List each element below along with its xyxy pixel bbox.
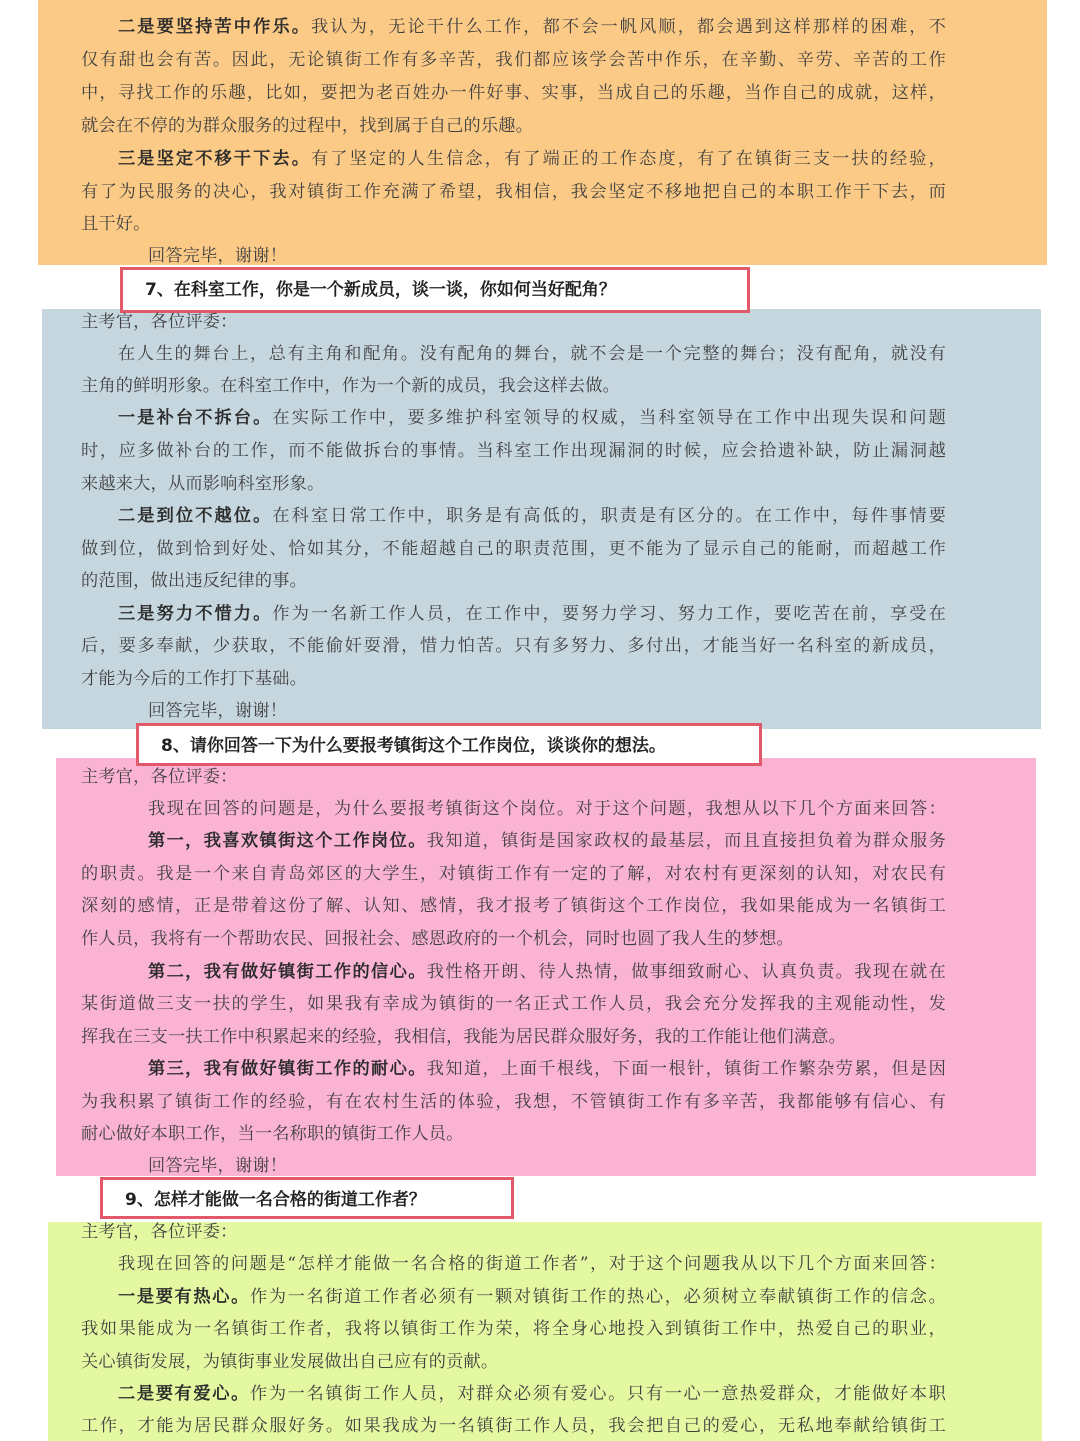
paragraph-line: 一是要有热心。作为一名街道工作者必须有一颗对镇街工作的热心，必须树立奉献镇街工作的信念。 — [118, 1287, 947, 1307]
paragraph-line: 做到位，做到恰到好处、恰如其分，不能超越自己的职责范围，更不能为了显示自己的能耐，而超越工作 — [81, 539, 946, 559]
salutation: 主考官，各位评委： — [81, 1222, 238, 1242]
paragraph-line: 某街道做三支一扶的学生，如果我有幸成为镇街的一名正式工作人员，我会充分发挥我的主观能动性，发 — [81, 994, 946, 1014]
paragraph-line: 中，寻找工作的乐趣，比如，要把为老百姓办一件好事、实事，当成自己的乐趣，当作自己的成就，这样， — [81, 83, 946, 103]
paragraph-line: 来越来大，从而影响科室形象。 — [81, 474, 325, 494]
paragraph-line: 耐心做好本职工作，当一名称职的镇街工作人员。 — [81, 1124, 464, 1144]
closing-line: 回答完毕，谢谢！ — [148, 246, 288, 266]
paragraph-line: 为我积累了镇街工作的经验，有在农村生活的体验，我想，不管镇街工作有多辛苦，我都能够有信心、有 — [81, 1092, 946, 1112]
question-8-heading: 8、请你回答一下为什么要报考镇街这个工作岗位，谈谈你的想法。 — [136, 723, 762, 766]
paragraph-line: 一是补台不拆台。在实际工作中，要多维护科室领导的权威，当科室领导在工作中出现失误和问题 — [118, 408, 946, 428]
question-9-heading: 9、怎样才能做一名合格的街道工作者？ — [100, 1177, 514, 1219]
paragraph-line: 三是努力不惜力。作为一名新工作人员，在工作中，要努力学习、努力工作，要吃苦在前，享受在 — [118, 604, 946, 624]
closing-line: 回答完毕，谢谢！ — [148, 701, 288, 721]
paragraph-line: 且干好。 — [81, 214, 151, 234]
paragraph-line: 二是到位不越位。在科室日常工作中，职务是有高低的，职责是有区分的。在工作中，每件事情要 — [118, 506, 946, 526]
paragraph-line: 主角的鲜明形象。在科室工作中，作为一个新的成员，我会这样去做。 — [81, 376, 621, 396]
paragraph-line: 三是坚定不移干下去。有了坚定的人生信念，有了端正的工作态度，有了在镇街三支一扶的经验， — [118, 149, 946, 169]
paragraph-line: 后，要多奉献，少获取，不能偷奸耍滑，惜力怕苦。只有多努力、多付出，才能当好一名科室的新成员， — [81, 636, 946, 656]
salutation: 主考官，各位评委： — [81, 767, 238, 787]
paragraph-line: 二是要坚持苦中作乐。我认为，无论干什么工作，都不会一帆风顺，都会遇到这样那样的困难，不 — [118, 17, 946, 37]
paragraph-line: 第三，我有做好镇街工作的耐心。我知道，上面千根线，下面一根针，镇街工作繁杂劳累，但是因 — [148, 1059, 946, 1079]
paragraph-line: 我现在回答的问题是“怎样才能做一名合格的街道工作者”，对于这个问题我从以下几个方面来回答： — [118, 1254, 946, 1274]
paragraph-line: 我如果能成为一名镇街工作者，我将以镇街工作为荣，将全身心地投入到镇街工作中，热爱自己的职业， — [81, 1319, 946, 1339]
paragraph-line: 挥我在三支一扶工作中积累起来的经验，我相信，我能为居民群众服好务，我的工作能让他们满意。 — [81, 1027, 847, 1047]
paragraph-line: 第二，我有做好镇街工作的信心。我性格开朗、待人热情，做事细致耐心、认真负责。我现在就在 — [148, 962, 946, 982]
paragraph-line: 有了为民服务的决心，我对镇街工作充满了希望，我相信，我会坚定不移地把自己的本职工作干下去，而 — [81, 182, 946, 202]
paragraph-line: 在人生的舞台上，总有主角和配角。没有配角的舞台，就不会是一个完整的舞台；没有配角，就没有 — [118, 344, 946, 364]
paragraph-line: 二是要有爱心。作为一名镇街工作人员，对群众必须有爱心。只有一心一意热爱群众，才能做好本职 — [118, 1384, 947, 1404]
paragraph-line: 深刻的感情，正是带着这份了解、认知、感情，我才报考了镇街这个工作岗位，我如果能成为一名镇街工 — [81, 896, 946, 916]
paragraph-line: 我现在回答的问题是，为什么要报考镇街这个岗位。对于这个问题，我想从以下几个方面来回答： — [148, 799, 946, 819]
paragraph-line: 的职责。我是一个来自青岛郊区的大学生，对镇街工作有一定的了解，对农村有更深刻的认知，对农民有 — [81, 864, 946, 884]
question-7-heading: 7、在科室工作，你是一个新成员，谈一谈，你如何当好配角？ — [120, 267, 750, 313]
paragraph-line: 时，应多做补台的工作，而不能做拆台的事情。当科室工作出现漏洞的时候，应会拾遗补缺，防止漏洞越 — [81, 441, 946, 461]
paragraph-line: 仅有甜也会有苦。因此，无论镇街工作有多辛苦，我们都应该学会苦中作乐，在辛勤、辛劳、辛苦的工作 — [81, 50, 946, 70]
closing-line: 回答完毕，谢谢！ — [148, 1156, 288, 1176]
paragraph-line: 的范围，做出违反纪律的事。 — [81, 571, 308, 591]
paragraph-line: 作人员，我将有一个帮助农民、回报社会、感恩政府的一个机会，同时也圆了我人生的梦想。 — [81, 929, 794, 949]
paragraph-line: 才能为今后的工作打下基础。 — [81, 669, 308, 689]
paragraph-line: 第一，我喜欢镇街这个工作岗位。我知道，镇街是国家政权的最基层，而且直接担负着为群众服务 — [148, 831, 946, 851]
paragraph-line: 就会在不停的为群众服务的过程中，找到属于自己的乐趣。 — [81, 116, 534, 136]
paragraph-line: 工作，才能为居民群众服好务。如果我成为一名镇街工作人员，我会把自己的爱心，无私地奉献给镇街工 — [81, 1416, 946, 1436]
paragraph-line: 关心镇街发展，为镇街事业发展做出自己应有的贡献。 — [81, 1352, 499, 1372]
salutation: 主考官，各位评委： — [81, 312, 238, 332]
